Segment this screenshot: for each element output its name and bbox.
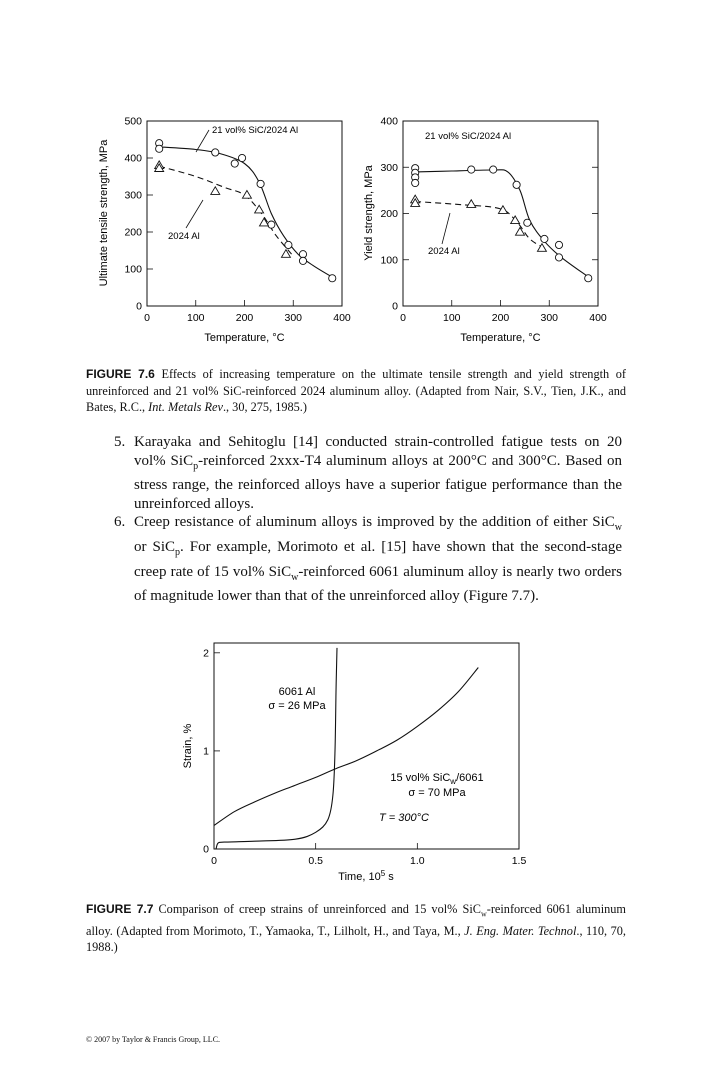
uts-y-tick-label: 100 bbox=[124, 263, 142, 276]
list-item-text-cont: -reinforced 6061 aluminum alloy is nearly two orders of magnitude lower than that of the unreinforced alloy (Figure 7.7). bbox=[134, 563, 622, 605]
uts-y-tick-label: 0 bbox=[136, 300, 142, 313]
yield-circle-marker bbox=[524, 219, 531, 226]
figure-7-7-text-1: Comparison of creep strains of unreinforced and 15 vol% SiC bbox=[158, 902, 481, 916]
numbered-list bbox=[114, 433, 622, 606]
creep-chart bbox=[0, 600, 705, 900]
uts-y-tick-label: 400 bbox=[124, 152, 142, 165]
yield-x-tick-label: 300 bbox=[540, 312, 559, 324]
list-item-5 bbox=[114, 433, 622, 513]
creep-y-tick-label: 2 bbox=[203, 647, 209, 660]
yield-x-tick-label: 200 bbox=[491, 312, 510, 324]
yield-circle-marker bbox=[490, 166, 497, 173]
yield-chart bbox=[0, 0, 705, 360]
list-item-text-cont: -reinforced 2xxx-T4 aluminum alloys at 200°C and 300°C. Based on stress range, the reinforced alloys have a superior fatigue performance than the unreinforced alloys. bbox=[134, 452, 622, 512]
yield-series-markers bbox=[411, 165, 592, 282]
uts-x-tick-label: 400 bbox=[333, 312, 351, 324]
yield-x-tick-label: 0 bbox=[400, 312, 406, 324]
list-item-text-cont: or SiC bbox=[134, 538, 175, 555]
yield-triangle-marker bbox=[498, 206, 507, 214]
uts-x-axis-label: Temperature, °C bbox=[204, 332, 285, 344]
figure-7-7-text-2: -reinforced 6061 aluminum alloy. (Adapted from Morimoto, T., Yamaoka, T., Lilholt, H., and Taya, M., bbox=[86, 902, 626, 938]
yield-y-tick-label: 300 bbox=[380, 161, 398, 174]
uts-x-tick-label: 100 bbox=[186, 312, 205, 324]
list-item-text: Karayaka and Sehitoglu [14] conducted strain-controlled fatigue tests on 20 vol% SiC bbox=[134, 434, 622, 469]
creep-y-tick-label: 1 bbox=[203, 745, 209, 758]
yield-triangle-marker bbox=[467, 200, 476, 208]
yield-circle-marker bbox=[468, 166, 475, 173]
creep-series-1-line bbox=[216, 648, 337, 849]
yield-series-1-line bbox=[415, 170, 588, 277]
uts-y-tick-label: 500 bbox=[124, 115, 142, 128]
creep-x-tick-label: 1.5 bbox=[511, 855, 527, 867]
yield-y-axis-label: Yield strength, MPa bbox=[363, 165, 375, 261]
yield-circle-marker bbox=[555, 241, 562, 248]
figure-7-7-caption bbox=[86, 901, 626, 956]
subscript-w: w bbox=[614, 522, 622, 534]
figure-7-6-journal: Int. Metals Rev bbox=[148, 400, 223, 414]
yield-axis-ticks bbox=[380, 116, 606, 325]
yield-circle-marker bbox=[412, 179, 419, 186]
uts-x-tick-label: 200 bbox=[235, 312, 254, 324]
list-item-number: 6. bbox=[114, 514, 126, 531]
subscript-w: w bbox=[480, 909, 487, 919]
figure-7-6-label: FIGURE 7.6 bbox=[86, 367, 155, 381]
creep-x-tick-label: 1.0 bbox=[410, 855, 425, 867]
figure-7-7-label: FIGURE 7.7 bbox=[86, 902, 154, 916]
subscript-p: p bbox=[175, 546, 180, 558]
yield-triangle-marker bbox=[537, 244, 546, 252]
yield-series-b-label: 2024 Al bbox=[428, 246, 460, 257]
yield-circle-marker bbox=[541, 235, 548, 242]
yield-circle-marker bbox=[585, 275, 592, 282]
yield-x-tick-label: 100 bbox=[442, 312, 461, 324]
creep-composite-stress-label: σ = 70 MPa bbox=[408, 787, 466, 799]
yield-circle-marker bbox=[555, 254, 562, 261]
creep-y-tick-label: 0 bbox=[203, 843, 209, 856]
creep-y-axis-label: Strain, % bbox=[182, 723, 194, 769]
yield-y-tick-label: 100 bbox=[380, 254, 398, 267]
subscript-w: w bbox=[291, 571, 299, 583]
creep-series-2-line bbox=[214, 668, 478, 826]
figure-7-6-text-2: ., 30, 275, 1985.) bbox=[222, 400, 307, 414]
yield-x-tick-label: 400 bbox=[589, 312, 607, 324]
subscript-p: p bbox=[193, 460, 199, 472]
yield-x-axis-label: Temperature, °C bbox=[460, 332, 541, 344]
creep-temperature-label: T = 300°C bbox=[379, 812, 429, 824]
yield-triangle-marker bbox=[516, 228, 525, 236]
list-item-6 bbox=[114, 513, 622, 605]
yield-circle-marker bbox=[513, 181, 520, 188]
uts-y-tick-label: 200 bbox=[124, 226, 142, 239]
yield-series-lines bbox=[415, 170, 588, 277]
uts-series-a-label: 21 vol% SiC/2024 Al bbox=[212, 125, 299, 136]
uts-x-tick-label: 0 bbox=[144, 312, 150, 324]
yield-y-tick-label: 0 bbox=[392, 300, 398, 313]
uts-x-tick-label: 300 bbox=[284, 312, 303, 324]
uts-y-axis-label: Ultimate tensile strength, MPa bbox=[98, 139, 110, 287]
uts-series-b-label: 2024 Al bbox=[168, 231, 200, 242]
creep-series-lines bbox=[214, 648, 478, 849]
figure-7-7-journal: J. Eng. Mater. Technol bbox=[464, 923, 577, 938]
creep-x-axis-label: Time, $10^5$ s bbox=[338, 869, 394, 883]
creep-6061-stress-label: σ = 26 MPa bbox=[268, 700, 326, 712]
creep-x-tick-label: 0 bbox=[211, 855, 217, 867]
creep-composite-name-label: 15 vol% SiC$_w$/6061 bbox=[390, 772, 484, 786]
yield-y-tick-label: 400 bbox=[380, 115, 398, 128]
list-item-text-cont: . For example, Morimoto et al. [15] have shown that the second-stage creep rate of 15 vol% SiC bbox=[134, 538, 622, 580]
yield-series-b-leader bbox=[442, 213, 450, 244]
list-item-text: Creep resistance of aluminum alloys is improved by the addition of either SiC bbox=[134, 514, 615, 531]
creep-x-tick-label: 0.5 bbox=[308, 855, 323, 867]
yield-y-tick-label: 200 bbox=[380, 208, 398, 220]
list-item-number: 5. bbox=[114, 434, 126, 450]
uts-y-tick-label: 300 bbox=[124, 189, 142, 202]
copyright-footer: © 2007 by Taylor & Francis Group, LLC. bbox=[86, 1035, 221, 1044]
figure-7-6-caption bbox=[86, 366, 626, 416]
figure-7-7-text-3: ., 110, 70, 1988.) bbox=[86, 923, 627, 955]
creep-6061-name-label: 6061 Al bbox=[278, 686, 316, 698]
yield-series-a-label: 21 vol% SiC/2024 Al bbox=[425, 131, 512, 142]
figure-7-6-text-1: Effects of increasing temperature on the ultimate tensile strength and yield strength of unreinforced and 21 vol% SiC-reinforced 2024 aluminum alloy. (Adapted from Nair, S.V., Tien, J.K., and Bates, R.C., bbox=[86, 367, 626, 414]
